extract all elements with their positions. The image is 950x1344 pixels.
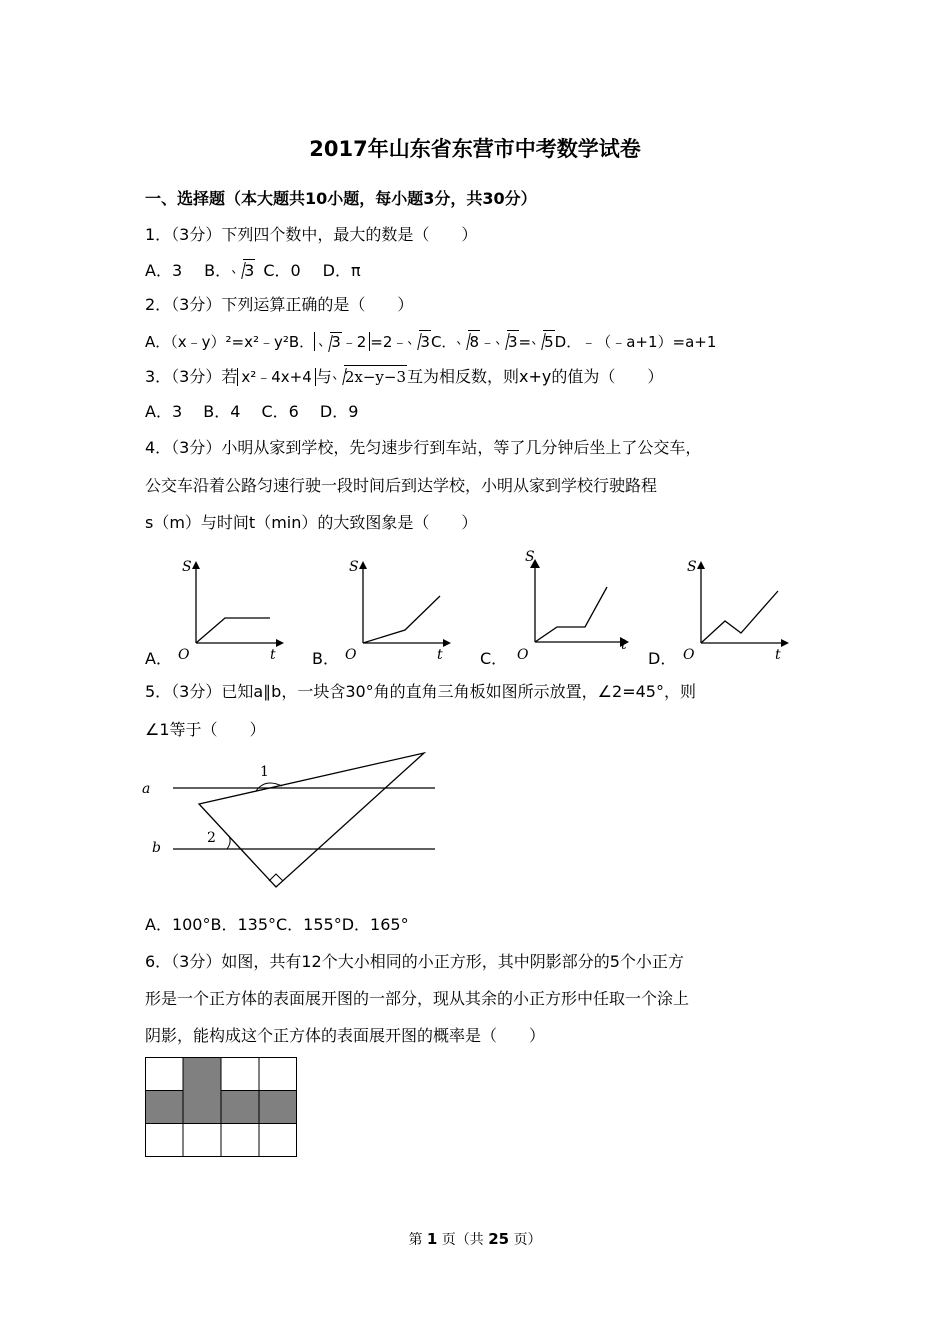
page-title: 2017年山东省东营市中考数学试卷 xyxy=(309,137,641,161)
total-pages: 25 xyxy=(488,1230,510,1248)
sqrt-symbol: 3 xyxy=(231,259,255,282)
q2-option-b: B． xyxy=(288,333,315,351)
graph-label-b: B． xyxy=(312,649,339,668)
page-footer: 第 1 页（共 25 页） xyxy=(408,1230,542,1248)
graph-label-d: D． xyxy=(648,649,677,668)
axis-t-label: t xyxy=(775,647,781,663)
question-2-stem: 2．（3分）下列运算正确的是（ ） xyxy=(145,295,414,314)
question-2-options: A．（x﹣y）²=x²﹣y²B． 3﹣2 =2﹣ 3C． 8﹣ 3= 5D．﹣（﹣a+1）=a+1 xyxy=(145,330,716,353)
question-6-line-2: 形是一个正方体的表面展开图的一部分，现从其余的小正方形中任取一个涂上 xyxy=(145,989,690,1008)
question-1-options xyxy=(145,259,361,282)
cube-net-grid xyxy=(145,1057,297,1157)
axis-s-label: S xyxy=(182,559,192,575)
abs-value: x²﹣4x+4 xyxy=(237,368,315,386)
section-heading: 一、选择题（本大题共10小题，每小题3分，共30分） xyxy=(145,189,537,208)
axis-t-label: t xyxy=(621,637,627,653)
question-6-line-1: 6．（3分）如图，共有12个大小相同的小正方形，其中阴影部分的5个小正方 xyxy=(145,952,684,971)
axis-s-label: S xyxy=(687,559,697,575)
axis-t-label: t xyxy=(437,647,443,663)
question-4-line-3: s（m）与时间t（min）的大致图象是（ ） xyxy=(145,513,478,532)
q2-option-c: C． xyxy=(430,333,457,351)
question-3-options: A．3 B．4 C．6 D．9 xyxy=(145,402,359,421)
abs-value: 3﹣2 xyxy=(314,332,370,351)
axis-t-label: t xyxy=(270,647,276,663)
graph-c xyxy=(505,545,635,663)
page-number: 1 xyxy=(426,1230,438,1248)
graph-b xyxy=(337,553,452,665)
question-1-stem: 1．（3分）下列四个数中，最大的数是（ ） xyxy=(145,225,478,244)
axis-origin-label: O xyxy=(517,647,529,663)
line-b-label: b xyxy=(152,840,161,856)
question-4-line-1: 4．（3分）小明从家到学校，先匀速步行到车站，等了几分钟后坐上了公交车， xyxy=(145,438,702,457)
q1-option-a: A．3 xyxy=(145,261,183,280)
axis-origin-label: O xyxy=(345,647,357,663)
question-4-line-2: 公交车沿着公路匀速行驶一段时间后到达学校，小明从家到学校行驶路程 xyxy=(145,476,658,495)
graph-d xyxy=(675,553,790,665)
angle-1-label: 1 xyxy=(260,764,269,780)
question-5-line-2: ∠1等于（ ） xyxy=(145,720,266,739)
question-5-options: A．100°B．135°C．155°D．165° xyxy=(145,915,409,934)
q2-option-d: D．﹣（﹣a+1）=a+1 xyxy=(554,333,717,351)
q1-option-c: C．0 xyxy=(263,261,301,280)
line-a-label: a xyxy=(142,781,151,797)
sqrt-symbol: 2x−y−3 xyxy=(332,365,407,388)
graph-a xyxy=(170,553,285,665)
graph-label-c: C． xyxy=(480,649,508,668)
q1-option-b: B． xyxy=(204,261,232,280)
parallel-lines-figure xyxy=(138,748,443,893)
graph-label-a: A． xyxy=(145,649,172,668)
axis-s-label: S xyxy=(525,549,535,565)
q1-option-d: D．π xyxy=(322,261,361,280)
axis-origin-label: O xyxy=(683,647,695,663)
question-6-line-3: 阴影，能构成这个正方体的表面展开图的概率是（ ） xyxy=(145,1026,546,1045)
question-3-stem: 3．（3分）若 x²﹣4x+4 与 2x−y−3互为相反数，则x+y的值为（ ） xyxy=(145,367,664,386)
question-5-line-1: 5．（3分）已知a∥b，一块含30°角的直角三角板如图所示放置，∠2=45°，则 xyxy=(145,682,696,701)
axis-s-label: S xyxy=(349,559,359,575)
axis-origin-label: O xyxy=(178,647,190,663)
q2-option-a: A．（x﹣y）²=x²﹣y² xyxy=(145,333,289,351)
angle-2-label: 2 xyxy=(207,830,216,846)
